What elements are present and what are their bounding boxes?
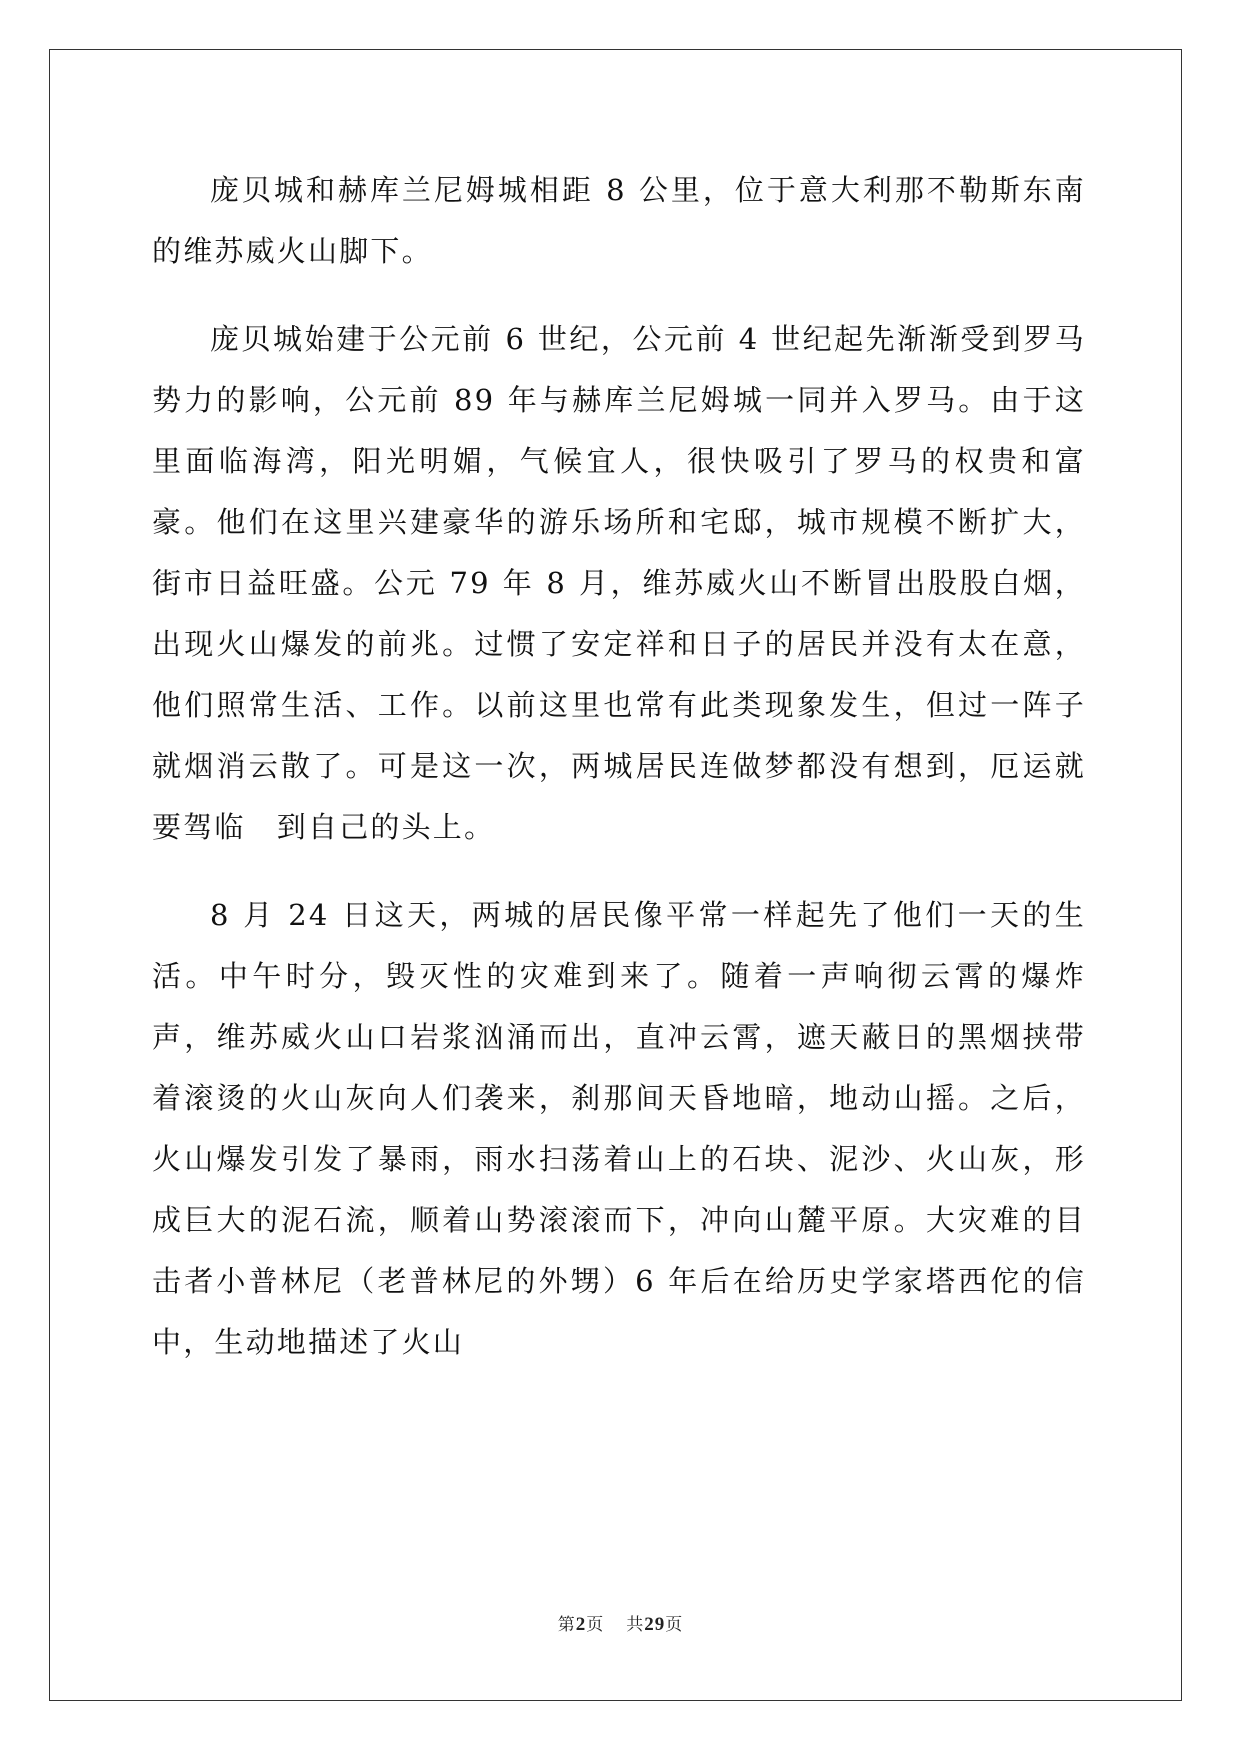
page-suffix: 页 bbox=[586, 1615, 605, 1635]
paragraph: 庞贝城和赫库兰尼姆城相距 8 公里，位于意大利那不勒斯东南的维苏威火山脚下。 bbox=[152, 173, 1086, 268]
document-body bbox=[152, 160, 1086, 1400]
total-pages: 29 bbox=[644, 1614, 666, 1635]
paragraph: 庞贝城始建于公元前 6 世纪，公元前 4 世纪起先渐渐受到罗马势力的影响，公元前 89 年与赫库兰尼姆城一同并入罗马。由于这里面临海湾，阳光明媚，气候宜人，很快吸引了罗马的权贵和富豪。他们在这里兴建豪华的游乐场所和宅邸，城市规模不断扩大，街市日益旺盛。公元 79 年 8 月，维苏威火山不断冒出股股白烟，出现火山爆发的前兆。过惯了安定祥和日子的居民并没有太在意，他们照常生活、工作。以前这里也常有此类现象发生，但过一阵子就烟消云散了。可是这一次，两城居民连做梦都没有想到，厄运就要驾临 到自己的头上。 bbox=[152, 322, 1086, 844]
page-number: 2 bbox=[575, 1614, 587, 1635]
total-suffix: 页 bbox=[665, 1615, 684, 1635]
total-prefix: 共 bbox=[626, 1615, 645, 1635]
page-footer bbox=[0, 1610, 1241, 1636]
paragraph: 8 月 24 日这天，两城的居民像平常一样起先了他们一天的生活。中午时分，毁灭性的灾难到来了。随着一声响彻云霄的爆炸声，维苏威火山口岩浆汹涌而出，直冲云霄，遮天蔽日的黑烟挟带着滚烫的火山灰向人们袭来，刹那间天昏地暗，地动山摇。之后，火山爆发引发了暴雨，雨水扫荡着山上的石块、泥沙、火山灰，形成巨大的泥石流，顺着山势滚滚而下，冲向山麓平原。大灾难的目击者小普林尼（老普林尼的外甥）6 年后在给历史学家塔西佗的信中，生动地描述了火山 bbox=[152, 898, 1086, 1359]
page-prefix: 第 bbox=[557, 1615, 576, 1635]
